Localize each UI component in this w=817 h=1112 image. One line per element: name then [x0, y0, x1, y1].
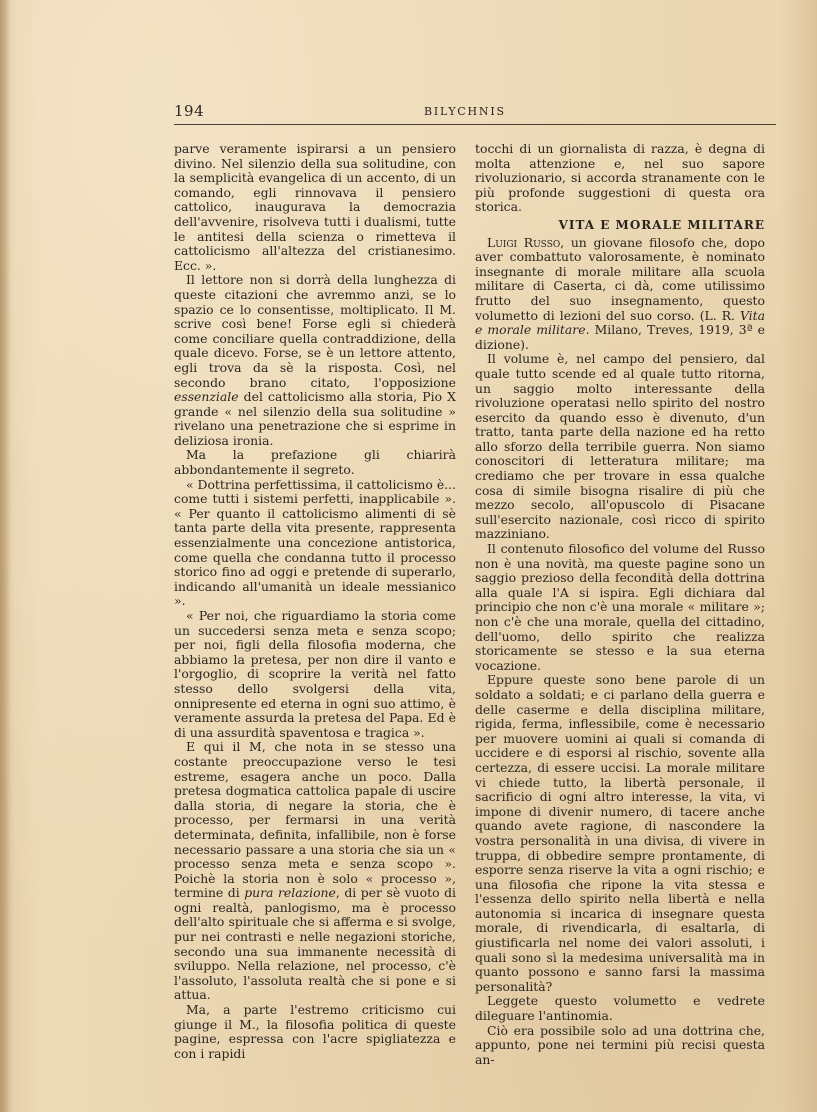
paragraph: Il contenuto filosofico del volume del Russo non è una novità, ma queste pagine sono un saggio prezioso della fecondità della dottrina alla quale l'A si ispira. Egli dichiara dal principio che non c'è una morale « militare »; non c'è che una morale, quella del cittadino, dell'uomo, dello spirito che realizza storicamente se stesso e la sua eterna vocazione. [475, 541, 765, 673]
header-rule [174, 124, 776, 125]
page-number: 194 [174, 102, 205, 120]
running-head: BILYCHNIS [424, 105, 506, 118]
author-name: Luigi Russo [487, 234, 561, 250]
paragraph: tocchi di un giornalista di razza, è degna di molta attenzione e, nel suo sapore rivoluzionario, si accorda stranamente con le più profonde suggestioni di questa ora storica. [475, 141, 765, 215]
paragraph: Ciò era possibile solo ad una dottrina che, appunto, pone nei termini più recisi questa an- [475, 1022, 765, 1067]
section-title: VITA E MORALE MILITARE [558, 217, 765, 232]
paragraph: Eppure queste sono bene parole di un soldato a soldati; e ci parlano della guerra e delle caserme e della disciplina militare, rigida, ferma, inflessibile, come è necessario per muovere uomini ai quali si comanda di uccidere e di esporsi al rischio, sovente alla certezza, di essere uccisi. La morale militare vi chiede tutto, la libertà personale, il sacrificio di ogni altro interesse, la vita, vi impone di divenir numero, di tacere anche quando avete ragione, di nascondere la vostra personalità in una divisa, di vivere in truppa, di obbedire sempre prontamente, di esporre senza riserve la vita a ogni rischio; e una filosofia che ripone la vita stessa e l'essenza dello spirito nella libertà e nella autonomia si incarica di insegnare questa morale, di rivendicarla, di esaltarla, di giustificarla nel nome dei valori assoluti, i quali sono sì la medesima universalità ma in quanto possono e sanno farsi la massima personalità? [475, 672, 765, 994]
paragraph: Il volume è, nel campo del pensiero, dal quale tutto scende ed al quale tutto ritorna, un saggio molto interessante della rivoluzione operatasi nello spirito del nostro esercito da quando esso è divenuto, d'un tratto, tanta parte della nazione ed ha retto allo sforzo della terribile guerra. Non siamo conoscitori di letteratura militare; ma crediamo che per trovare in essa qualche cosa di simile bisogna risalire di più che mezzo secolo, all'opuscolo di Pisacane sull'esercito nazionale, così ricco di spirito mazziniano. [475, 351, 765, 542]
paragraph: « Per noi, che riguardiamo la storia come un succedersi senza meta e senza scopo; per noi, figli della filosofia moderna, che abbiamo la pretesa, per non dire il vanto e l'orgoglio, di scoprire la verità nel fatto stesso dello svolgersi della vita, onnipresente ed eterna in ogni suo attimo, è veramente assurda la pretesa del Papa. Ed è di una assurdità spaventosa e tragica ». [174, 608, 456, 740]
left-column [174, 142, 456, 1061]
paragraph: Ma, a parte l'estremo criticismo cui giunge il M., la filosofia politica di queste pagine, espressa con l'acre spigliatezza e con i rapidi [174, 1002, 456, 1061]
paragraph: Luigi Russo, un giovane filosofo che, dopo aver combattuto valorosamente, è nominato insegnante di morale militare alla scuola militare di Caserta, ci dà, come utilissimo frutto del suo insegnamento, questo volumetto di lezioni del suo corso. (L. R. Vita e morale militare. Milano, Treves, 1919, 3ª e dizione). [475, 234, 765, 352]
paragraph: Leggete questo volumetto e vedrete dileguare l'antinomia. [475, 993, 765, 1024]
right-column [475, 142, 765, 1067]
paragraph: Ma la prefazione gli chiarirà abbondantemente il segreto. [174, 447, 456, 478]
paragraph: « Dottrina perfettissima, il cattolicismo è... come tutti i sistemi perfetti, inapplicabile ». « Per quanto il cattolicismo alimenti di sè tanta parte della vita presente, rappresenta essenzialmente una concezione antistorica, come quella che condanna tutto il processo storico fino ad oggi e pretende di superarlo, indicando all'umanità un ideale messianico ». [174, 476, 456, 609]
page-edge-shadow [0, 0, 10, 1112]
paragraph: E qui il M, che nota in se stesso una costante preoccupazione verso le tesi estreme, esagera anche un poco. Dalla pretesa dogmatica cattolica papale di uscire dalla storia, di negare la storia, che è processo, per fermarsi in una verità determinata, definita, infallibile, non è forse necessario passare a una storia che sia un « processo senza meta e senza scopo ». Poichè la storia non è solo « processo », termine di pura relazione, di per sè vuoto di ogni realtà, panlogismo, ma è processo dell'alto spirituale che si afferma e si svolge, pur nei contrasti e nelle negazioni storiche, secondo una sua immanente necessità di sviluppo. Nella relazione, nel processo, c'è l'assoluto, l'assoluta realtà che si pone e si attua. [174, 739, 456, 1003]
paragraph: Il lettore non si dorrà della lunghezza di queste citazioni che avremmo anzi, se lo spazio ce lo consentisse, moltiplicato. Il M. scrive così bene! Forse egli si chiederà come conciliare quella contraddizione, della quale dicevo. Forse, se è un lettore attento, egli trova da sè la risposta. Così, nel secondo brano citato, l'opposizione essenziale del cattolicismo alla storia, Pio X grande « nel silenzio della sua solitudine » rivelano una penetrazione che si esprime in deliziosa ironia. [174, 272, 456, 448]
page-header [174, 102, 774, 122]
paragraph: parve veramente ispirarsi a un pensiero divino. Nel silenzio della sua solitudine, con la semplicità evangelica di un accento, di un comando, egli rinnovava il pensiero cattolico, inaugurava la democrazia dell'avvenire, risolveva tutti i dualismi, tutte le antitesi della scienza o rimetteva il cattolicismo all'altezza del cristianesimo. Ecc. ». [174, 141, 456, 273]
